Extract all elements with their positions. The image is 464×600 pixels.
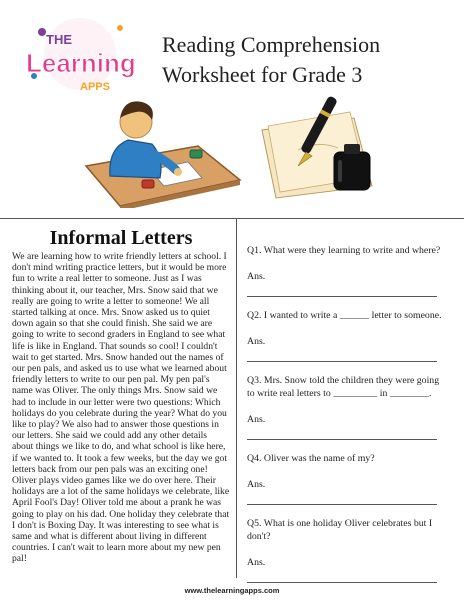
passage-heading: Informal Letters: [49, 227, 193, 249]
answer-label: Ans.: [247, 336, 266, 347]
answer-label: Ans.: [247, 557, 266, 568]
vertical-divider: [236, 218, 237, 578]
worksheet-title: [162, 30, 462, 90]
student-writing-icon: [80, 88, 245, 208]
logo-text-apps: APPS: [80, 81, 110, 93]
ink-pen-paper-icon: [258, 90, 383, 208]
question-text: Q4. Oliver was the name of my?: [247, 453, 375, 464]
logo-text-learning: Learning: [26, 48, 136, 78]
passage-text: We are learning how to write friendly letters at school. I don't mind writing practice letters, but it would be more fun to write a real letter to someone. Just as I was thinking about it, our teacher, Mrs. Snow said that we really are going to write a letter to someone! We all started talking at once. Mrs. Snow asked us to quiet down again so that she could finish. She said we are going to write to second graders in England to see what life is like in England. That sounds so cool! I couldn't wait to get started. Mrs. Snow handed out the names of our pen pals, and asked us to use what we learned about friendly letters to write to our pen pal. My pen pal's name was Oliver. The only things Mrs. Snow said we had to include in our letter were two questions: Which holidays do you celebrate during the year? What do you like to play? We also had to answer those questions in our letters. She said we could add any other details about things we like to do, and what school is like here, if we wanted to. It took a few weeks, but the day we got letters back from our pen pals was an exciting one! Oliver plays video games like we do over here. Their holidays are a lot of the same holidays we celebrate, like April Fool's Day! Oliver told me about a prank he was going to play on his dad. One holiday they celebrate that I don't is Boxing Day. It was interesting to see what is same and what is different about living in different countries. I can't wait to learn more about my new pen pal!: [12, 251, 230, 565]
question-item: [247, 244, 447, 297]
answer-line: [247, 361, 437, 362]
answer-line: [247, 439, 437, 440]
logo-text-the: THE: [46, 32, 72, 47]
title-line-1: Reading Comprehension: [162, 32, 381, 57]
question-list: [247, 244, 447, 595]
answer-line: [247, 296, 437, 297]
answer-line: [247, 504, 437, 505]
question-item: [247, 452, 447, 505]
answer-label: Ans.: [247, 479, 266, 490]
horizontal-divider: [0, 218, 464, 219]
reading-passage: [12, 226, 230, 565]
question-text: Q1. What were they learning to write and where?: [247, 245, 441, 256]
question-text: Q2. I wanted to write a ______ letter to someone.: [247, 310, 442, 321]
question-item: [247, 309, 447, 362]
question-item: [247, 374, 447, 440]
footer-url: www.thelearningapps.com: [184, 586, 280, 595]
answer-label: Ans.: [247, 414, 266, 425]
question-text: Q5. What is one holiday Oliver celebrates but I don't?: [247, 518, 433, 542]
answer-line: [247, 582, 437, 583]
title-line-2: Worksheet for Grade 3: [162, 62, 363, 87]
the-learning-apps-logo: [20, 14, 140, 98]
question-text: Q3. Mrs. Snow told the children they were going to write real letters to _________ in ________.: [247, 375, 440, 399]
question-item: [247, 517, 447, 583]
answer-label: Ans.: [247, 271, 266, 282]
